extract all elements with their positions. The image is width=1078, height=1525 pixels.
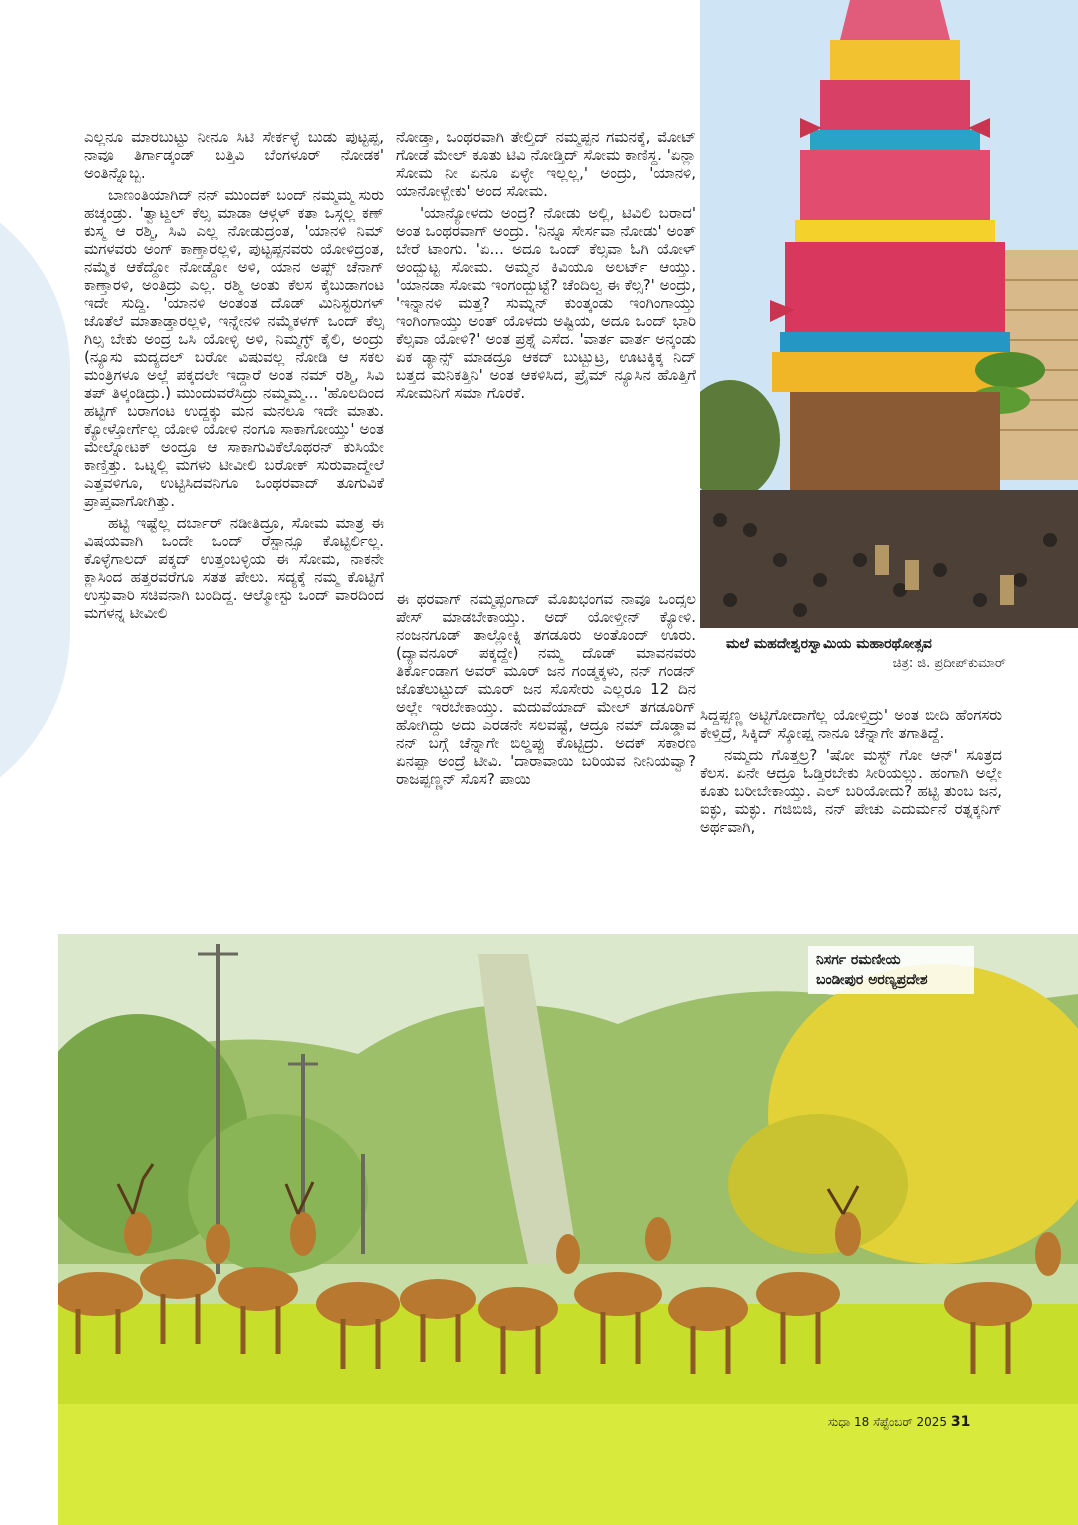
article-column-3	[700, 706, 1002, 916]
forest-deer-photo	[58, 934, 1078, 1525]
page-folio	[828, 1414, 988, 1430]
caption-title: ಮಲೆ ಮಹದೇಶ್ವರಸ್ವಾಮಿಯ ಮಹಾರಥೋತ್ಸವ	[726, 636, 932, 652]
folio-text: ಸುಧಾ 18 ಸೆಪ್ಟೆಂಬರ್ 2025	[828, 1415, 947, 1429]
forest-photo-label	[808, 946, 974, 994]
article-column-1	[84, 128, 384, 918]
chariot-photo-caption	[726, 634, 1006, 674]
paragraph: ಹಟ್ಟಿ ಇಷ್ಟೆಲ್ಲ ದರ್ಬಾರ್ ನಡೀತಿದ್ರೂ, ಸೋಮ ಮಾತ್ರ ಈ ವಿಷಯವಾಗಿ ಒಂದೇ ಒಂದ್ ರೆಸ್ಪಾನ್ಸೂ ಕೊಟ್ಟಿರ್ಲಿಲ್ಲ. ಕೊಳ್ಳೆಗಾಲದ್ ಪಕ್ಕದ್ ಉತ್ತಂಬಳ್ಳಿಯ ಈ ಸೋಮ, ನಾಕನೇ ಕ್ಲಾಸಿಂದ ಹತ್ತರವರೆಗೂ ಸತತ ಪೇಲು. ಸದ್ಯಕ್ಕೆ ನಮ್ಮ ಕೊಟ್ಟಿಗೆ ಉಸ್ತುವಾರಿ ಸಚಿವನಾಗಿ ಬಂದಿದ್ದ. ಆಲ್ಮೋಸ್ಟು ಒಂದ್ ವಾರದಿಂದ ಮಗಳನ್ನ ಟೀವೀಲಿ	[84, 514, 384, 622]
paragraph: ಸಿದ್ದಪ್ಪಣ್ಣ ಅಟ್ಟಿಗೋದಾಗೆಲ್ಲ ಯೋಳ್ತಿದ್ರು' ಅಂತ ಬೀದಿ ಹೆಂಗಸರು ಕೇಳ್ತಿದ್ರೆ, ಸಿಕ್ಕಿದ್ ಸ್ಕೋಪ್ಷ ನಾನೂ ಚೆನ್ನಾಗೇ ತಗಾತಿದ್ದೆ.	[700, 706, 1002, 742]
label-line-1: ನಿಸರ್ಗ ರಮಣೀಯ	[816, 952, 901, 968]
paragraph: ನೋಡ್ತಾ, ಒಂಥರವಾಗಿ ತೇಲ್ತಿದ್ ನಮ್ಮಪ್ಪನ ಗಮನಕ್ಕೆ, ಮೋಟ್ ಗೋಡೆ ಮೇಲ್ ಕೂತು ಟಿವಿ ನೋಡ್ತಿದ್ ಸೋಮ ಕಾಣಿಸ್ದ. 'ಏನ್ಲಾ ಸೋಮ ನೀ ಏನೂ ಏಳ್ಳೇ ಇಲ್ಲಲ್ಲ,' ಅಂದ್ರು, 'ಯಾನಳಿ, ಯಾನೋಳ್ಬೇಕು' ಅಂದ ಸೋಮ.	[396, 128, 696, 200]
chariot-festival-photo	[700, 0, 1078, 628]
paragraph: ಬಾಣಂತಿಯಾಗಿದ್ ನನ್ ಮುಂದಕ್ ಬಂದ್ ನಮ್ಮಮ್ಮ ಸುರು ಹಚ್ಕಂಡ್ರು. 'ತ್ವಾಟ್ದಲ್ ಕೆಲ್ಸ ಮಾಡಾ ಆಳ್ಗಳ್ ಕತಾ ಒಸ್ಗಲ್ಲ ಕಣ್ ಕುಸ್ಮ ಆ ರಶ್ಮಿ, ಸಿವಿ ಎಲ್ಲ ನೋಡುದ್ರಂತ, 'ಯಾನಳಿ ನಿಮ್ ಮಗಳವರು ಅಂಗ್ ಕಾಣ್ತಾರಲ್ಲಳಿ, ಪುಟ್ಟಪ್ಪನವರು ಯೋಳಿದ್ರಂತ, ನಮ್ಮೆಕ ಆಕೆದ್ದೋ ನೋಡ್ದೋ ಅಳಿ, ಯಾನ ಅಪ್ಪ್ ಚೆನಾಗ್ ಕಾಣ್ತಾರಳಿ, ಅಂತಿದ್ರು ಎಲ್ಲ. ರಶ್ಮಿ ಅಂತು ಕೆಲಸ ಕೈಬುಡಾಗಂಟ ಇದೇ ಸುದ್ದಿ. 'ಯಾನಳಿ ಅಂತಂತ ದೊಡ್ ಮಿನಿಸ್ಟರುಗಳ್ ಜೊತೆಲೆ ಮಾತಾಡ್ತಾರಲ್ಲಳಿ, ಇನ್ನೇನಳಿ ನಮ್ಮೆಕಳಗ್ ಒಂದ್ ಕೆಲ್ಸ ಗಿಲ್ಸ ಬೇಕು ಅಂದ್ರ ಒಸಿ ಯೋಳ್ಳಿ ಅಳಿ, ನಿಮ್ಮಗ್ಳ್ ಕೈಲಿ, ಅಂದ್ರು (ನ್ಯೂಸು ಮದ್ಯದಲ್ ಬರೋ ವಿಷುವಲ್ಲ ನೋಡಿ ಆ ಸಕಲ ಮಂತ್ರಿಗಳೂ ಅಲ್ಲೆ ಪಕ್ಕದಲೇ ಇದ್ದಾರೆ ಅಂತ ನಮ್ ರಶ್ಮಿ, ಸಿವಿ ತಪ್ ತಿಳ್ಕಂಡಿದ್ರು.) ಮುಂದುವರೆಸಿದ್ರು ನಮ್ಮಮ್ಮ... 'ಹೊಲದಿಂದ ಹಟ್ಟಿಗ್ ಬರಾಗಂಟ ಉದ್ದಕ್ಕು ಮನ ಮನಲೂ ಇದೇ ಮಾತು. ಕ್ಯೋಳ್ತೋರ್ಗೆಲ್ಲ ಯೋಳಿ ಯೋಳಿ ನಂಗೂ ಸಾಕಾಗೋಯ್ತು' ಅಂತ ಮೇಲ್ನೋಟಕ್ ಅಂದ್ರೂ ಆ ಸಾಕಾಗುವಿಕೆಲೊಥರನ್ ಕುಸಿಯೇ ಕಾಣ್ತಿತ್ತು. ಒಟ್ನಲ್ಲಿ ಮಗಳು ಟೀವೀಲಿ ಬರೋಕ್ ಸುರುವಾದ್ಮೇಲೆ ಎತ್ತವಳಿಗೂ, ಉಟ್ಟಿಸಿದವನಿಗೂ ಒಂಥರವಾದ್ ತೂಗುವಿಕೆ ಪ್ರಾಪ್ತವಾಗೋಗಿತ್ತು.	[84, 186, 384, 510]
page-number: 31	[950, 1414, 971, 1430]
paragraph: ಈ ಥರವಾಗ್ ನಮ್ಮಪ್ಪಂಗಾದ್ ಮೊಖಭಂಗವ ನಾವೂ ಒಂದ್ಸಲ ಪೇಸ್ ಮಾಡಬೇಕಾಯ್ತು. ಅದ್ ಯೋಳ್ತೀನ್ ಕ್ಯೋಳಿ. ನಂಜನಗೂಡ್ ತಾಲ್ಲೋಕ್ನಿ ತಗಡೂರು ಅಂತೊಂದ್ ಊರು. (ದ್ಯಾವನೂರ್ ಪಕ್ಕದ್ದೇ) ನಮ್ಮ ದೊಡ್ ಮಾವನವರು ತಿರ್ಕೊಂಡಾಗ ಅವರ್ ಮೂರ್ ಜನ ಗಂಡ್ಮಕ್ಕಳು, ನನ್ ಗಂಡನ್ ಜೊತೆಲುಟ್ಟುದ್ ಮೂರ್ ಜನ ಸೊಸೇರು ಎಲ್ಲರೂ 12 ದಿನ ಅಲ್ಲೇ ಇರಬೇಕಾಯ್ತು. ಮದುವೆಯಾದ್ ಮೇಲ್ ತಗಡೂರಿಗ್ ಹೋಗಿದ್ದು ಅದು ಎರಡನೇ ಸಲವಷ್ಟೆ, ಆದ್ರೂ ನಮ್ ದೊಡ್ಡಾವ ನನ್ ಬಗ್ಗೆ ಚೆನ್ನಾಗೇ ಬಿಲ್ಡಪ್ಪು ಕೊಟ್ಟಿದ್ರು. ಅದಕ್ ಸಕಾರಣ ಏನಪ್ಪಾ ಅಂದ್ರೆ ಟೀವಿ. 'ದಾರಾವಾಯಿ ಬರಿಯವ ನೀನಿಯವ್ವಾ? ರಾಜಪ್ಪಣ್ಣನ್ ಸೊಸ? ಪಾಯಿ	[396, 590, 696, 788]
photo-credit: ಚಿತ್ರ: ಜಿ. ಪ್ರದೀಪ್‌ಕುಮಾರ್	[892, 656, 1006, 671]
paragraph: ಎಲ್ಲನೂ ಮಾರಬುಟ್ಟು ನೀನೂ ಸಿಟಿ ಸೇರ್ಕಳ್ಳೆ ಬುಡು ಪುಟ್ಟಪ್ಪ, ನಾವೂ ತಿರ್ಗಾಡ್ಕಂಡ್ ಬತ್ತಿವಿ ಬೆಂಗಳೂರ್ ನೋಡಕ' ಅಂತಿನ್ನೊಬ್ಬ.	[84, 128, 384, 182]
paragraph: 'ಯಾನ್ಯೋಳದು ಅಂದ್ರ? ನೋಡು ಅಲ್ಲಿ, ಟಿವಿಲಿ ಬರಾದ' ಅಂತ ಒಂಥರವಾಗ್ ಅಂದ್ರು. 'ನಿನ್ನೂ ಸೇರ್ಸವಾ ನೋಡು' ಅಂತ್ ಬೇರೆ ಟಾಂಗು. 'ಏ... ಅದೂ ಒಂದ್ ಕೆಲ್ಸವಾ ಓಗಿ ಯೋಳ್ ಅಂದ್ಬುಟ್ಟ ಸೋಮ. ಅಮ್ಮನ ಕಿವಿಯೂ ಅಲರ್ಟ್ ಆಯ್ತು. 'ಯಾನಡಾ ಸೋಮ ಇಂಗಂದ್ಬುಟ್ಟೆ? ಚೆಂದಿಲ್ವ ಈ ಕೆಲ್ಸ?' ಅಂದ್ರು, 'ಇನ್ನಾನಳಿ ಮತ್ತ? ಸುಮ್ನನ್ ಕುಂತ್ಕಂಡು ಇಂಗಿಂಗಾಯ್ತು ಇಂಗಿಂಗಾಯ್ತು ಅಂತ್ ಯೊಳದು ಅಷ್ಟಿಯ, ಅದೂ ಒಂದ್ ಭಾರಿ ಕೆಲ್ಸವಾ ಯೋಳಿ?' ಅಂತ ಪ್ರಶ್ನೆ ಎಸೆದ. 'ವಾರ್ತ ವಾರ್ತ ಅನ್ಕಂಡು ಏಕ ಡ್ಯಾನ್ಸ್ ಮಾಡದ್ರೂ ಆಕದ್ ಬುಟ್ಬುಟ್ರ, ಊಟಕ್ಕಿಕ್ಕ ನಿದ್ ಬತ್ತದ ಮನಿಕತ್ತಿನಿ' ಅಂತ ಆಕಳಿಸಿದ, ಪ್ರೈಮ್ ನ್ಯೂಸಿನ ಹೊತ್ತಿಗೆ ಸೋಮನಿಗೆ ಸಮಾ ಗೊರಕೆ.	[396, 204, 696, 402]
page-background-shape	[0, 180, 70, 820]
article-column-2-continued	[396, 590, 696, 920]
paragraph: ನಮ್ಮದು ಗೊತ್ತಲ್ರ? 'ಷೋ ಮಸ್ಟ್ ಗೋ ಆನ್' ಸೂತ್ರದ ಕೆಲಸ. ಏನೇ ಆದ್ರೂ ಓಡ್ತಿರಬೇಕು ಸೀರಿಯಲ್ಲು. ಹಂಗಾಗಿ ಅಲ್ಲೇ ಕೂತು ಬರೀಬೇಕಾಯ್ತು. ಎಲ್ ಬರಿಯೋದು? ಹಟ್ಟಿ ತುಂಬ ಜನ, ಐಕ್ಳು, ಮಕ್ಳು. ಗಜಿಬಿಜಿ, ನನ್ ಪೇಚು ಎದುರ್ಮನೆ ರತ್ನಕ್ಕನಿಗ್ ಅರ್ಥವಾಗಿ,	[700, 746, 1002, 836]
label-line-2: ಬಂಡೀಪುರ ಅರಣ್ಯಪ್ರದೇಶ	[816, 972, 928, 988]
